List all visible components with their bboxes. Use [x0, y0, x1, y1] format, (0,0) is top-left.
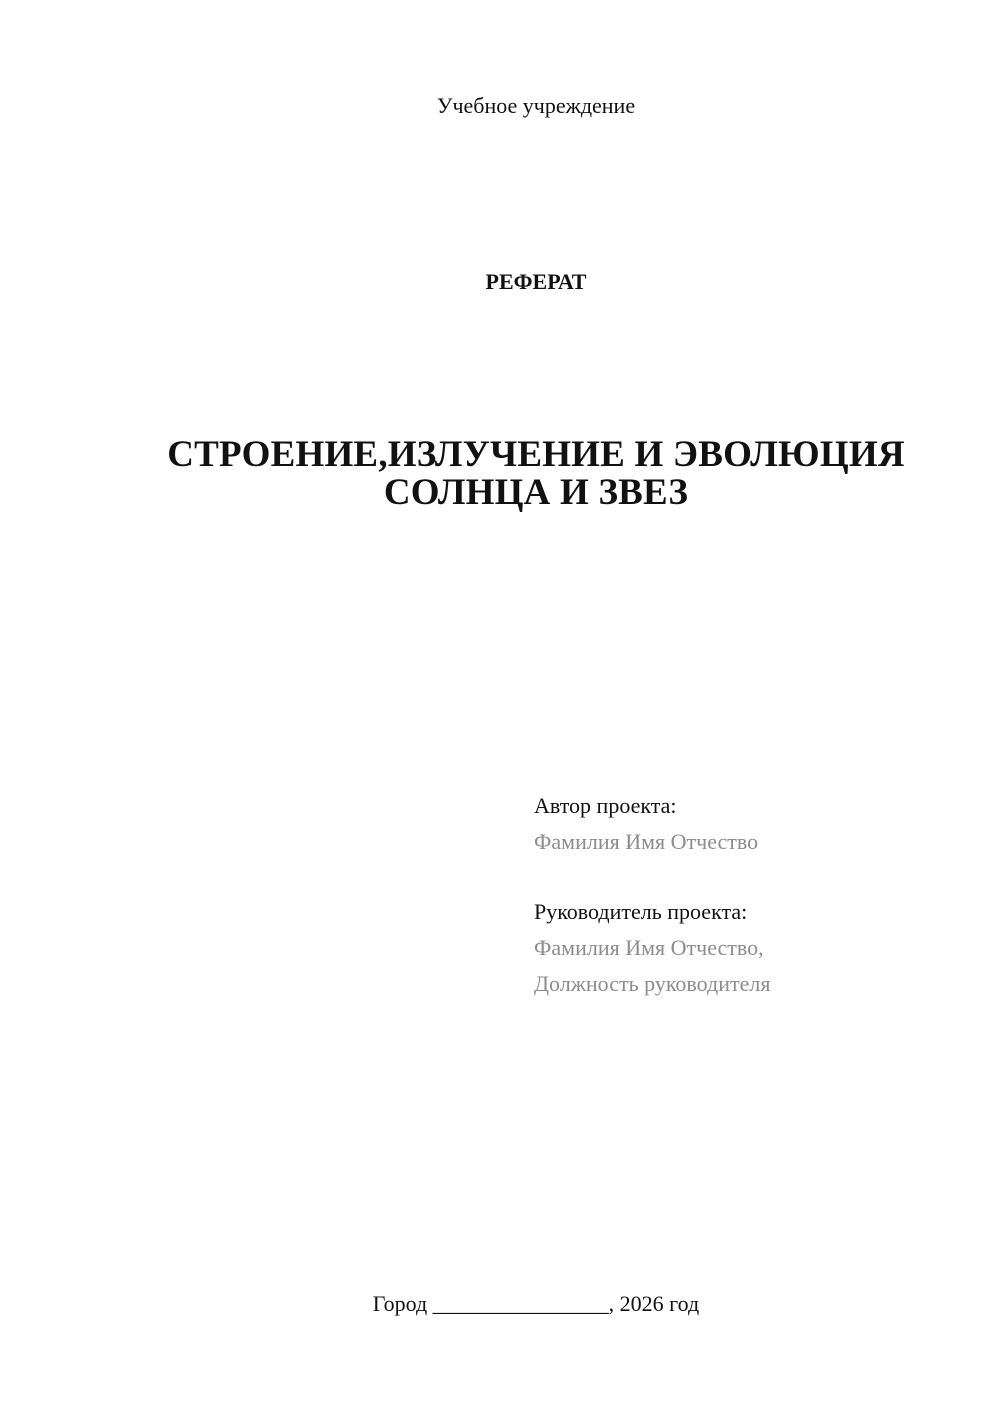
document-type: РЕФЕРАТ	[485, 269, 587, 294]
supervisor-name: Фамилия Имя Отчество,	[534, 935, 764, 960]
author-name: Фамилия Имя Отчество	[534, 829, 759, 854]
title-line-1: СТРОЕНИЕ,ИЗЛУЧЕНИЕ И ЭВОЛЮЦИЯ	[167, 434, 905, 475]
signature-block	[534, 788, 974, 1002]
signature-gap	[534, 860, 974, 894]
title-line-2: СОЛНЦА И ЗВЕЗ	[383, 472, 689, 513]
author-label: Автор проекта:	[534, 793, 677, 818]
supervisor-position: Должность руководителя	[534, 971, 771, 996]
document-title	[140, 436, 932, 512]
city-year-line: Город ________________, 2026 год	[372, 1291, 700, 1316]
institution-name: Учебное учреждение	[436, 93, 636, 118]
supervisor-label: Руководитель проекта:	[534, 899, 748, 924]
